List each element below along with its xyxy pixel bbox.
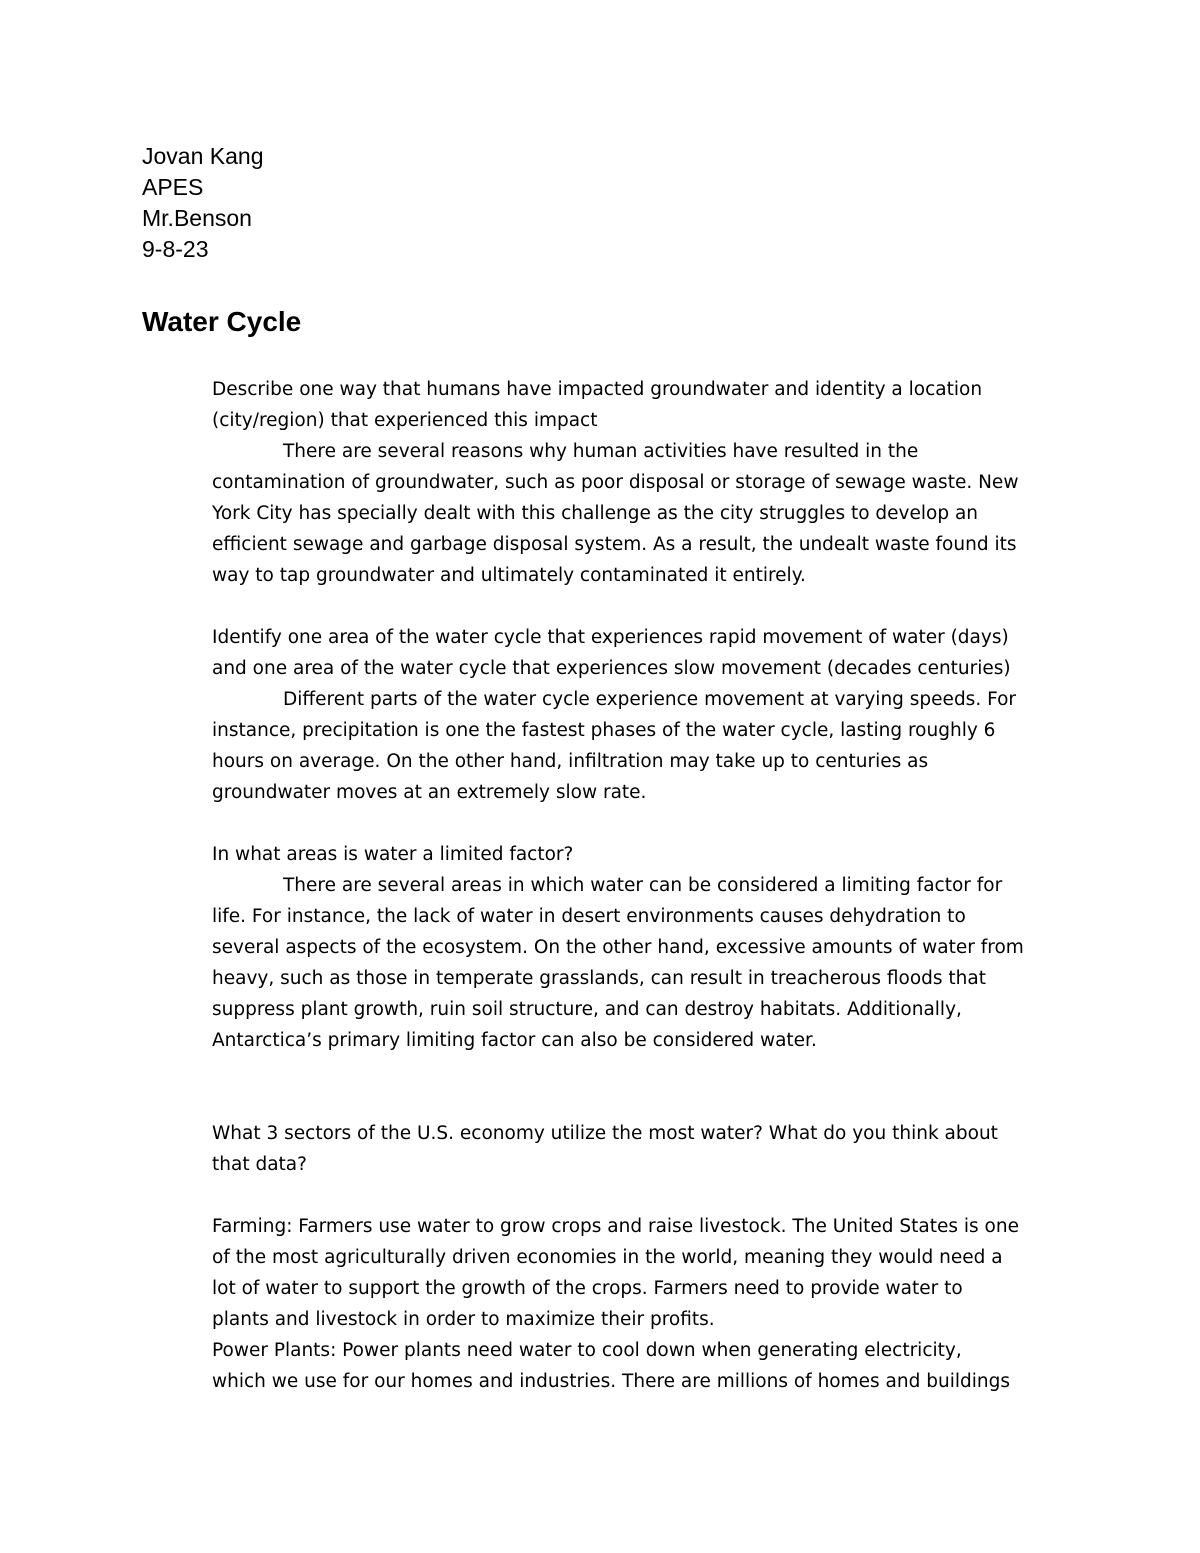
question-2-line: Identify one area of the water cycle that experiences rapid movement of water (days) bbox=[212, 627, 1009, 648]
answer-2-line: instance, precipitation is one the fastest phases of the water cycle, lasting roughly 6 bbox=[212, 720, 996, 741]
question-4-line: What 3 sectors of the U.S. economy utilize the most water? What do you think about bbox=[212, 1123, 998, 1144]
question-3-line: In what areas is water a limited factor? bbox=[212, 844, 574, 865]
answer-1-line: There are several reasons why human activities have resulted in the bbox=[283, 441, 919, 462]
question-3-section bbox=[212, 839, 1092, 1056]
question-1-line: (city/region) that experienced this impact bbox=[212, 410, 598, 431]
answer-1-line: York City has specially dealt with this challenge as the city struggles to develop an bbox=[212, 503, 979, 524]
answer-4-line: plants and livestock in order to maximize their profits. bbox=[212, 1309, 715, 1330]
answer-2-line: groundwater moves at an extremely slow rate. bbox=[212, 782, 647, 803]
document-header bbox=[142, 141, 263, 265]
course-name: APES bbox=[142, 174, 204, 200]
answer-3-line: several aspects of the ecosystem. On the other hand, excessive amounts of water from bbox=[212, 937, 1024, 958]
document-title: Water Cycle bbox=[142, 306, 302, 337]
teacher-name: Mr.Benson bbox=[142, 205, 252, 231]
question-4-line: that data? bbox=[212, 1154, 307, 1175]
answer-1-line: way to tap groundwater and ultimately contaminated it entirely. bbox=[212, 565, 806, 586]
document-body bbox=[212, 374, 1092, 1397]
answer-3-line: Antarctica’s primary limiting factor can also be considered water. bbox=[212, 1030, 817, 1051]
answer-2-line: hours on average. On the other hand, infiltration may take up to centuries as bbox=[212, 751, 929, 772]
paragraph-spacer bbox=[212, 591, 1092, 622]
answer-3-line: heavy, such as those in temperate grasslands, can result in treacherous floods that bbox=[212, 968, 987, 989]
answer-4-line: Power Plants: Power plants need water to cool down when generating electricity, bbox=[212, 1340, 962, 1361]
paragraph-spacer bbox=[212, 1180, 1092, 1211]
paragraph-spacer bbox=[212, 808, 1092, 839]
question-1-line: Describe one way that humans have impacted groundwater and identity a location bbox=[212, 379, 983, 400]
answer-4-line: of the most agriculturally driven economies in the world, meaning they would need a bbox=[212, 1247, 1003, 1268]
answer-3-line: suppress plant growth, ruin soil structure, and can destroy habitats. Additionally, bbox=[212, 999, 962, 1020]
answer-4-line: which we use for our homes and industries. There are millions of homes and buildings bbox=[212, 1371, 1010, 1392]
question-2-line: and one area of the water cycle that experiences slow movement (decades centuries) bbox=[212, 658, 1011, 679]
answer-1-line: efficient sewage and garbage disposal system. As a result, the undealt waste found its bbox=[212, 534, 1017, 555]
question-1-section bbox=[212, 374, 1092, 591]
question-2-section bbox=[212, 622, 1092, 808]
answer-3-line: There are several areas in which water can be considered a limiting factor for bbox=[283, 875, 1003, 896]
document-date: 9-8-23 bbox=[142, 236, 209, 262]
answer-4-line: lot of water to support the growth of the crops. Farmers need to provide water to bbox=[212, 1278, 963, 1299]
answer-1-line: contamination of groundwater, such as poor disposal or storage of sewage waste. New bbox=[212, 472, 1019, 493]
student-name: Jovan Kang bbox=[142, 143, 264, 169]
question-4-section bbox=[212, 1118, 1092, 1397]
answer-4-line: Farming: Farmers use water to grow crops and raise livestock. The United States is one bbox=[212, 1216, 1019, 1237]
answer-3-line: life. For instance, the lack of water in desert environments causes dehydration to bbox=[212, 906, 966, 927]
answer-2-line: Different parts of the water cycle experience movement at varying speeds. For bbox=[283, 689, 1016, 710]
paragraph-spacer bbox=[212, 1087, 1092, 1118]
paragraph-spacer bbox=[212, 1056, 1092, 1087]
